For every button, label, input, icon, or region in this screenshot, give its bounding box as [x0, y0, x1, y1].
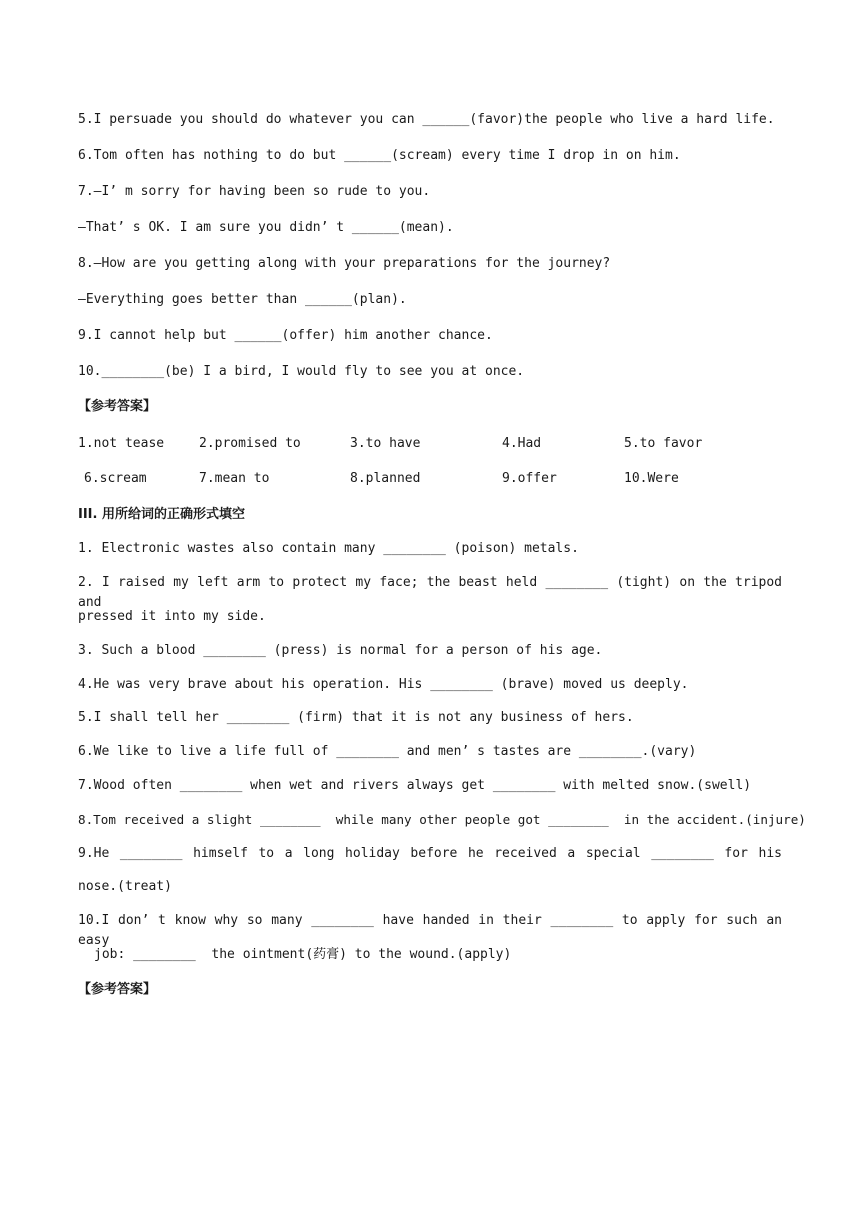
- answer-item: 10.Were: [624, 471, 679, 486]
- exercise-line: pressed it into my side.: [78, 609, 266, 624]
- exercise-line: —That’ s OK. I am sure you didn’ t ______(mean).: [78, 220, 454, 235]
- exercise-line: nose.(treat): [78, 879, 172, 894]
- exercise-line: 10.________(be) I a bird, I would fly to see you at once.: [78, 364, 525, 379]
- answer-item: 1.not tease: [78, 436, 165, 451]
- exercise-line: 2. I raised my left arm to protect my face; the beast held ________ (tight) on the tripod and: [78, 575, 782, 610]
- exercise-line: 9.I cannot help but ______(offer) him another chance.: [78, 328, 493, 343]
- exercise-line: 7.Wood often ________ when wet and rivers always get ________ with melted snow.(swell): [78, 778, 752, 793]
- exercise-line: 4.He was very brave about his operation. His ________ (brave) moved us deeply.: [78, 677, 689, 692]
- exercise-line: 5.I persuade you should do whatever you can ______(favor)the people who live a hard life.: [78, 112, 775, 127]
- answer-item: 6.scream: [84, 471, 147, 486]
- section-title: III. 用所给词的正确形式填空: [78, 507, 245, 522]
- exercise-line: 7.—I’ m sorry for having been so rude to you.: [78, 184, 431, 199]
- answer-item: 4.Had: [502, 436, 542, 451]
- answer-item: 5.to favor: [624, 436, 703, 451]
- exercise-line: job: ________ the ointment(药膏) to the wound.(apply): [94, 947, 512, 962]
- exercise-line: 5.I shall tell her ________ (firm) that it is not any business of hers.: [78, 710, 634, 725]
- answer-item: 3.to have: [350, 436, 421, 451]
- exercise-line: 8.Tom received a slight ________ while many other people got ________ in the accident.(injure): [78, 812, 806, 827]
- exercise-line: 3. Such a blood ________ (press) is normal for a person of his age.: [78, 643, 603, 658]
- exercise-line: 6.We like to live a life full of ________ and men’ s tastes are ________.(vary): [78, 744, 697, 759]
- exercise-line: 6.Tom often has nothing to do but ______(scream) every time I drop in on him.: [78, 148, 681, 163]
- answer-item: 7.mean to: [199, 471, 270, 486]
- answer-item: 9.offer: [502, 471, 557, 486]
- exercise-line: 8.—How are you getting along with your preparations for the journey?: [78, 256, 611, 271]
- answer-item: 2.promised to: [199, 436, 301, 451]
- exercise-line: 1. Electronic wastes also contain many ________ (poison) metals.: [78, 541, 579, 556]
- exercise-line: 10.I don’ t know why so many ________ have handed in their ________ to apply for such an easy: [78, 913, 782, 948]
- exercise-line: 9.He ________ himself to a long holiday before he received a special ________ for his: [78, 846, 782, 861]
- answer-key-heading: 【参考答案】: [78, 982, 157, 997]
- answer-key-heading: 【参考答案】: [78, 399, 157, 414]
- answer-item: 8.planned: [350, 471, 421, 486]
- exercise-line: —Everything goes better than ______(plan).: [78, 292, 407, 307]
